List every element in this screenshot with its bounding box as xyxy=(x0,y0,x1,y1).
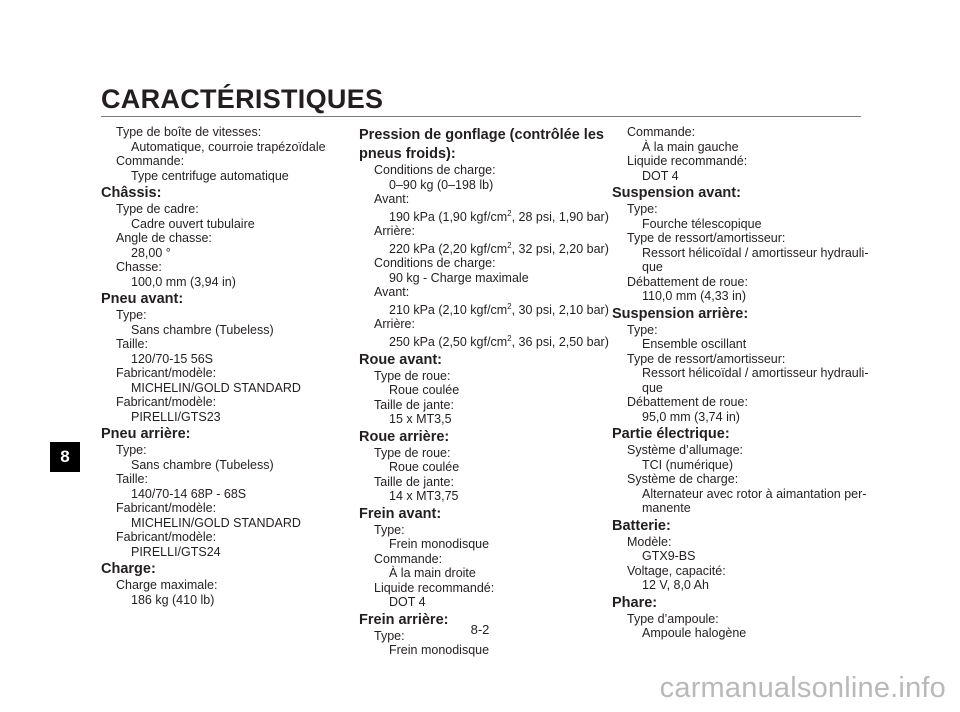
spec-label: Type: xyxy=(374,628,405,643)
spec-label: Taille de jante: xyxy=(374,474,454,489)
spec-value-text: 190 kPa (1,90 kgf/cm xyxy=(389,209,508,224)
spec-label: Type de ressort/amortisseur: xyxy=(627,351,786,366)
spec-label: Fabricant/modèle: xyxy=(116,366,217,380)
spec-value: que xyxy=(642,380,663,395)
spec-value-text: , 36 psi, 2,50 bar) xyxy=(511,335,609,350)
chapter-tab: 8 xyxy=(50,442,80,472)
spec-value: 28,00 ° xyxy=(131,245,171,260)
superscript: 2 xyxy=(507,240,512,250)
spec-value: PIRELLI/GTS23 xyxy=(131,409,221,424)
spec-column-3 xyxy=(612,125,869,641)
section-heading: Frein arrière: xyxy=(359,611,449,628)
spec-value: MICHELIN/GOLD STANDARD xyxy=(131,380,301,395)
spec-label: Type: xyxy=(116,443,147,457)
spec-value xyxy=(359,207,609,225)
spec-label: Débattement de roue: xyxy=(627,274,748,289)
spec-value: 186 kg (410 lb) xyxy=(131,592,215,607)
spec-value: PIRELLI/GTS24 xyxy=(131,544,221,559)
section-heading: Frein avant: xyxy=(359,505,442,522)
page-number: 8-2 xyxy=(470,622,490,637)
spec-value: Roue coulée xyxy=(389,460,460,475)
spec-label: Type: xyxy=(116,308,147,322)
spec-label: Chasse: xyxy=(116,260,162,274)
spec-label: Conditions de charge: xyxy=(374,163,496,177)
spec-value-text: , 28 psi, 1,90 bar) xyxy=(511,209,609,224)
spec-value-text: 220 kPa (2,20 kgf/cm xyxy=(389,241,508,256)
spec-value: Frein monodisque xyxy=(389,537,490,552)
spec-value: DOT 4 xyxy=(389,595,426,610)
spec-value: Frein monodisque xyxy=(389,643,490,658)
spec-value: Ensemble oscillant xyxy=(642,337,747,351)
spec-value: Type centrifuge automatique xyxy=(131,168,289,183)
spec-label: Conditions de charge: xyxy=(374,256,496,271)
section-heading: Suspension arrière: xyxy=(612,305,749,322)
spec-value: manente xyxy=(642,501,691,515)
spec-label: Arrière: xyxy=(374,317,415,332)
spec-value: Ampoule halogène xyxy=(642,626,747,640)
spec-value: 12 V, 8,0 Ah xyxy=(642,578,709,592)
spec-label: Commande: xyxy=(627,125,696,139)
spec-value: Sans chambre (Tubeless) xyxy=(131,322,274,337)
spec-label: Type de boîte de vitesses: xyxy=(116,125,262,139)
section-heading: Roue arrière: xyxy=(359,428,450,445)
spec-label: Type de cadre: xyxy=(116,202,199,216)
spec-value: 14 x MT3,75 xyxy=(389,489,459,504)
section-heading: Roue avant: xyxy=(359,351,442,368)
spec-value: 95,0 mm (3,74 in) xyxy=(642,409,740,424)
spec-column-1 xyxy=(101,125,341,607)
spec-value: Alternateur avec rotor à aimantation per- xyxy=(642,486,867,501)
spec-label: Commande: xyxy=(374,551,443,566)
spec-label: Type: xyxy=(627,322,658,337)
title-divider xyxy=(101,116,861,117)
superscript: 2 xyxy=(507,301,512,311)
spec-value: 0–90 kg (0–198 lb) xyxy=(389,177,494,192)
spec-label: Fabricant/modèle: xyxy=(116,530,217,544)
superscript: 2 xyxy=(507,208,512,218)
spec-value: MICHELIN/GOLD STANDARD xyxy=(131,515,301,530)
spec-value-text: 250 kPa (2,50 kgf/cm xyxy=(389,335,508,350)
spec-label: Taille de jante: xyxy=(374,397,454,412)
spec-value: 90 kg - Charge maximale xyxy=(389,270,529,285)
spec-label: Type: xyxy=(627,202,658,216)
section-heading: Pression de gonflage (contrôlée les xyxy=(359,127,604,143)
spec-value: 15 x MT3,5 xyxy=(389,412,452,427)
spec-label: Charge maximale: xyxy=(116,578,218,592)
spec-label: Type de roue: xyxy=(374,368,451,383)
spec-value-text: , 30 psi, 2,10 bar) xyxy=(511,302,609,317)
section-heading: pneus froids): xyxy=(359,146,456,162)
spec-value xyxy=(359,332,609,350)
spec-label: Avant: xyxy=(374,285,410,300)
spec-label: Type d’ampoule: xyxy=(627,611,719,626)
watermark: carmanualsonline.info xyxy=(659,672,946,704)
spec-label: Modèle: xyxy=(627,534,672,549)
spec-value: TCI (numérique) xyxy=(642,457,733,472)
section-heading: Châssis: xyxy=(101,185,162,201)
spec-value: Roue coulée xyxy=(389,383,460,398)
spec-value: 110,0 mm (4,33 in) xyxy=(642,289,746,303)
spec-label: Débattement de roue: xyxy=(627,395,748,409)
spec-value-text: , 32 psi, 2,20 bar) xyxy=(511,241,609,256)
section-heading: Pneu avant: xyxy=(101,291,184,307)
spec-value: Automatique, courroie trapézoïdale xyxy=(131,139,326,154)
section-heading: Charge: xyxy=(101,561,156,577)
spec-value xyxy=(359,300,609,318)
spec-value: Fourche télescopique xyxy=(642,216,762,231)
superscript: 2 xyxy=(507,333,512,343)
spec-label: Type de ressort/amortisseur: xyxy=(627,231,786,245)
spec-value: que xyxy=(642,260,663,274)
spec-value: 100,0 mm (3,94 in) xyxy=(131,274,236,289)
spec-label: Fabricant/modèle: xyxy=(116,501,217,515)
spec-label: Liquide recommandé: xyxy=(374,580,495,595)
spec-value xyxy=(359,239,609,257)
spec-label: Système d’allumage: xyxy=(627,443,744,457)
spec-value: À la main droite xyxy=(389,566,476,581)
spec-value: Ressort hélicoïdal / amortisseur hydrauli- xyxy=(642,245,869,260)
spec-value: Ressort hélicoïdal / amortisseur hydrauli- xyxy=(642,366,869,380)
spec-label: Angle de chasse: xyxy=(116,231,212,245)
spec-value: Cadre ouvert tubulaire xyxy=(131,216,255,231)
spec-label: Arrière: xyxy=(374,224,415,239)
spec-label: Type de roue: xyxy=(374,445,451,460)
section-heading: Pneu arrière: xyxy=(101,426,191,442)
spec-value: Sans chambre (Tubeless) xyxy=(131,457,274,472)
spec-label: Taille: xyxy=(116,472,148,486)
section-heading: Batterie: xyxy=(612,517,671,534)
spec-label: Fabricant/modèle: xyxy=(116,395,217,409)
section-heading: Partie électrique: xyxy=(612,426,730,442)
spec-label: Type: xyxy=(374,522,405,537)
spec-value-text: 210 kPa (2,10 kgf/cm xyxy=(389,302,508,317)
spec-label: Commande: xyxy=(116,154,185,168)
spec-value: À la main gauche xyxy=(642,139,739,154)
section-heading: Suspension avant: xyxy=(612,185,741,201)
spec-value: DOT 4 xyxy=(642,168,679,183)
spec-label: Avant: xyxy=(374,192,410,206)
spec-label: Voltage, capacité: xyxy=(627,563,726,578)
spec-value: 120/70-15 56S xyxy=(131,351,214,366)
spec-label: Liquide recommandé: xyxy=(627,154,748,168)
spec-value: GTX9-BS xyxy=(642,549,696,563)
spec-column-2 xyxy=(359,125,609,658)
section-heading: Phare: xyxy=(612,594,658,611)
spec-label: Taille: xyxy=(116,337,148,351)
page-title: CARACTÉRISTIQUES xyxy=(101,84,384,114)
spec-value: 140/70-14 68P - 68S xyxy=(131,486,247,501)
spec-label: Système de charge: xyxy=(627,472,739,486)
